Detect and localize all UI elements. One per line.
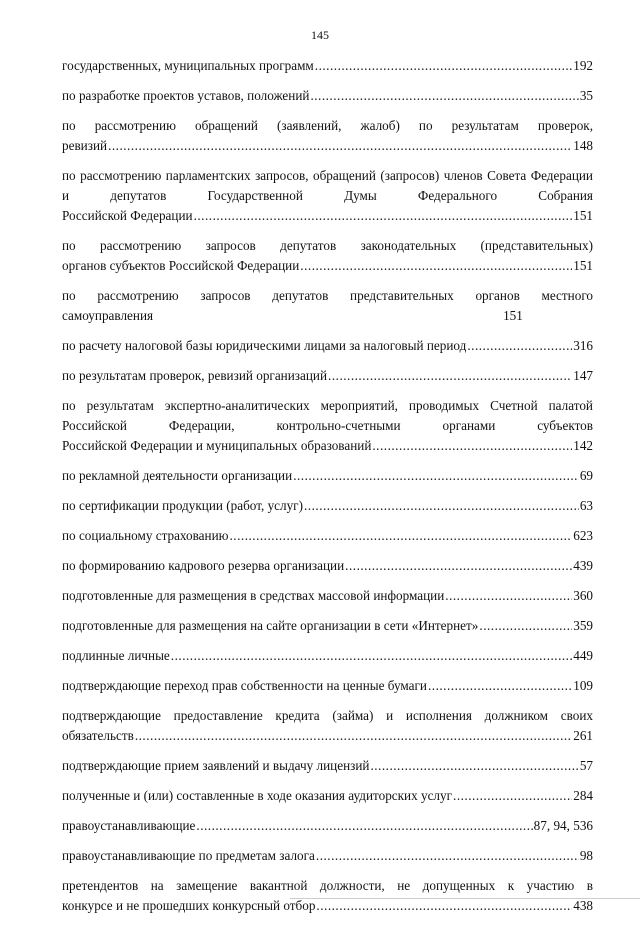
- leader-dots: [304, 496, 579, 516]
- entry-page-numbers: 147: [573, 368, 593, 383]
- entry-text-lines: по рассмотрению запросов депутатов законодательных (представительных): [62, 238, 593, 253]
- leader-dots: [453, 786, 572, 806]
- index-entry: [62, 336, 593, 356]
- index-entry: [62, 756, 593, 776]
- entry-term: конкурсе и не прошедших конкурсный отбор: [62, 898, 316, 913]
- entry-page-numbers: 261: [573, 728, 593, 743]
- index-entry: [62, 646, 593, 666]
- scan-edge-line: [290, 898, 640, 899]
- index-entries: [62, 56, 593, 926]
- leader-dots: [293, 466, 579, 486]
- index-entry: [62, 586, 593, 606]
- entry-page-numbers: 98: [579, 848, 593, 863]
- entry-text-lines: по рассмотрению запросов депутатов представительных органов местного: [62, 288, 593, 303]
- entry-page-numbers: 151: [573, 258, 593, 273]
- leader-dots: [479, 616, 572, 636]
- index-entry: [62, 846, 593, 866]
- entry-term: по рекламной деятельности организации: [62, 468, 293, 483]
- index-entry: [62, 706, 593, 746]
- index-entry: [62, 166, 593, 226]
- entry-term: по расчету налоговой базы юридическими лицами за налоговый период: [62, 338, 467, 353]
- leader-dots: [315, 56, 572, 76]
- index-entry: [62, 466, 593, 486]
- index-entry: [62, 876, 593, 916]
- entry-last-line: [62, 756, 593, 776]
- leader-dots: [328, 366, 572, 386]
- entry-last-line: [62, 586, 593, 606]
- entry-page-numbers: 439: [573, 558, 593, 573]
- index-entry: [62, 366, 593, 386]
- index-entry: [62, 496, 593, 516]
- entry-term: полученные и (или) составленные в ходе оказания аудиторских услуг: [62, 788, 453, 803]
- entry-page-numbers: 151: [573, 208, 593, 223]
- entry-term: ревизий: [62, 138, 108, 153]
- entry-last-line: [62, 556, 593, 576]
- index-entry: [62, 526, 593, 546]
- entry-last-line: [62, 786, 593, 806]
- leader-dots: [135, 726, 572, 746]
- entry-term: правоустанавливающие: [62, 818, 196, 833]
- entry-last-line: [62, 436, 593, 456]
- entry-last-line: [62, 466, 593, 486]
- entry-last-line: [62, 616, 593, 636]
- index-entry: [62, 816, 593, 836]
- entry-page-numbers: 359: [573, 618, 593, 633]
- entry-term: по разработке проектов уставов, положений: [62, 88, 310, 103]
- index-entry: [62, 56, 593, 76]
- entry-term: Российской Федерации: [62, 208, 193, 223]
- entry-page-numbers: 316: [573, 338, 593, 353]
- entry-term: по формированию кадрового резерва организации: [62, 558, 345, 573]
- index-entry: [62, 556, 593, 576]
- entry-term: обязательств: [62, 728, 134, 743]
- entry-last-line: [62, 366, 593, 386]
- entry-last-line: [62, 306, 593, 326]
- page-number: 145: [311, 28, 329, 42]
- entry-page-numbers: 449: [573, 648, 593, 663]
- entry-last-line: [62, 86, 593, 106]
- entry-text-lines: по результатам экспертно-аналитических мероприятий, проводимых Счетной палатой Российской Федерации, контрольно-счетными органами субъектов: [62, 398, 593, 433]
- index-entry: [62, 396, 593, 456]
- leader-dots: [230, 526, 573, 546]
- entry-last-line: [62, 646, 593, 666]
- index-entry: [62, 676, 593, 696]
- leader-dots: [194, 206, 573, 226]
- entry-page-numbers: 284: [573, 788, 593, 803]
- entry-term: подтверждающие переход прав собственности на ценные бумаги: [62, 678, 427, 693]
- entry-page-numbers: 192: [573, 58, 593, 73]
- entry-page-numbers: 148: [573, 138, 593, 153]
- entry-text-lines: подтверждающие предоставление кредита (займа) и исполнения должником своих: [62, 708, 593, 723]
- leader-dots: [310, 86, 578, 106]
- entry-text-lines: претендентов на замещение вакантной должности, не допущенных к участию в: [62, 878, 593, 893]
- entry-page-numbers: 63: [579, 498, 593, 513]
- leader-dots: [345, 556, 572, 576]
- entry-last-line: [62, 206, 593, 226]
- index-entry: [62, 236, 593, 276]
- entry-page-numbers: 360: [573, 588, 593, 603]
- entry-text-lines: по рассмотрению парламентских запросов, обращений (запросов) членов Совета Федерации и депутатов Государственной Думы Федерального Собрания: [62, 168, 593, 203]
- entry-page-numbers: 69: [579, 468, 593, 483]
- index-entry: [62, 116, 593, 156]
- entry-page-numbers: 87, 94, 536: [533, 818, 593, 833]
- entry-text-lines: по рассмотрению обращений (заявлений, жалоб) по результатам проверок,: [62, 118, 593, 133]
- entry-last-line: [62, 896, 593, 916]
- entry-page-numbers: 438: [573, 898, 593, 913]
- entry-page-numbers: 35: [579, 88, 593, 103]
- index-entry: [62, 286, 593, 326]
- entry-term: по сертификации продукции (работ, услуг): [62, 498, 303, 513]
- leader-dots: [316, 896, 572, 916]
- entry-page-numbers: 142: [573, 438, 593, 453]
- entry-last-line: [62, 336, 593, 356]
- entry-page-numbers: 623: [573, 528, 593, 543]
- leader-dots: [108, 136, 572, 156]
- entry-term: самоуправления: [62, 308, 154, 323]
- entry-term: по социальному страхованию: [62, 528, 229, 543]
- entry-term: Российской Федерации и муниципальных образований: [62, 438, 372, 453]
- leader-dots: [196, 816, 532, 836]
- entry-term: подтверждающие прием заявлений и выдачу лицензий: [62, 758, 370, 773]
- leader-dots: [370, 756, 578, 776]
- entry-last-line: [62, 136, 593, 156]
- index-entry: [62, 786, 593, 806]
- entry-last-line: [62, 846, 593, 866]
- entry-term: правоустанавливающие по предметам залога: [62, 848, 315, 863]
- leader-dots: [372, 436, 572, 456]
- entry-term: органов субъектов Российской Федерации: [62, 258, 300, 273]
- entry-last-line: [62, 816, 593, 836]
- leader-dots: [300, 256, 572, 276]
- entry-last-line: [62, 56, 593, 76]
- entry-last-line: [62, 496, 593, 516]
- leader-dots: [467, 336, 572, 356]
- leader-dots: [445, 586, 572, 606]
- leader-dots: [171, 646, 572, 666]
- entry-term: подготовленные для размещения в средствах массовой информации: [62, 588, 445, 603]
- entry-page-numbers: 109: [573, 678, 593, 693]
- index-entry: [62, 86, 593, 106]
- entry-term: государственных, муниципальных программ: [62, 58, 314, 73]
- entry-page-numbers: 57: [579, 758, 593, 773]
- leader-dots: [428, 676, 572, 696]
- index-entry: [62, 616, 593, 636]
- entry-term: подготовленные для размещения на сайте организации в сети «Интернет»: [62, 618, 479, 633]
- leader-dots: [316, 846, 579, 866]
- entry-term: по результатам проверок, ревизий организаций: [62, 368, 328, 383]
- entry-page-numbers: 151: [503, 308, 523, 323]
- entry-last-line: [62, 726, 593, 746]
- entry-term: подлинные личные: [62, 648, 170, 663]
- entry-last-line: [62, 676, 593, 696]
- entry-last-line: [62, 256, 593, 276]
- entry-last-line: [62, 526, 593, 546]
